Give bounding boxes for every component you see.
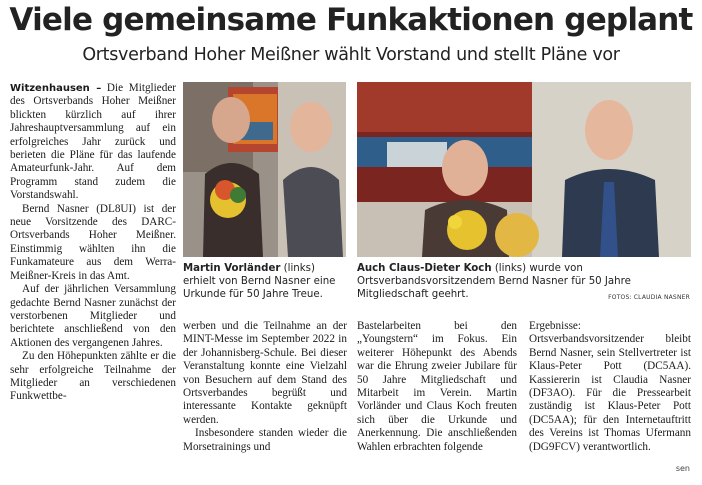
dateline: Witzenhausen – xyxy=(10,83,102,94)
paragraph: Bernd Nasner (DL8UI) ist der neue Vorsitzende des DARC-Ortsverbands Hoher Meißner. Einstimmig wählten ihn die Funkamateure aus dem Werra-Meißner-Kreis in das Amt. xyxy=(10,202,176,282)
article-column-3 xyxy=(357,320,517,454)
article-column-2 xyxy=(183,320,347,454)
paragraph: werben und die Teilnahme an der MINT-Messe im September 2022 in der Johannisberg-Schule. Bei dieser Veranstaltung konnte eine Vielzahl von Besuchern auf dem Stand des Ortsverbandes begrüßt und interessante Kontakte geknüpft werden. xyxy=(183,320,347,426)
caption-name: Auch Claus-Dieter Koch xyxy=(357,263,492,274)
photo-credit: FOTOS: CLAUDIA NASNER xyxy=(608,294,690,301)
photo-image xyxy=(183,82,346,257)
photo-vorlaender-nasner xyxy=(183,82,346,257)
headline: Viele gemeinsame Funkaktionen geplant xyxy=(9,2,693,38)
photo-koch-nasner xyxy=(357,82,691,257)
photo-caption-1 xyxy=(183,262,346,301)
paragraph: Zu den Höhepunkten zählte er die sehr erfolgreiche Teilnahme der Mitglieder an verschiedenen Funkwettbe- xyxy=(10,350,176,403)
photo-image xyxy=(357,82,691,257)
caption-text: (links) erhielt von Bernd Nasner eine Urkunde für 50 Jahre Treue. xyxy=(183,263,336,300)
caption-name: Martin Vorländer xyxy=(183,263,281,274)
paragraph: Auf der jährlichen Versammlung gedachte Bernd Nasner zunächst der verstorbenen Mitglieder und berichtete anschließend von den Aktionen des vergangenen Jahres. xyxy=(10,283,176,349)
article-column-4 xyxy=(529,320,691,454)
author-initials: sen xyxy=(675,464,690,473)
paragraph: Ergebnisse: Ortsverbandsvorsitzender bleibt Bernd Nasner, sein Stellvertreter ist Klaus-Peter Pott (DC5AA). Kassiererin ist Claudia Nasner (DF3AO). Für die Pressearbeit zuständig ist Klaus-Peter Pott (DC5AA); für den Internetauftritt des Vereins ist Thomas Ufermann (DG9FCV) verantwortlich. xyxy=(529,320,691,453)
article-column-1 xyxy=(10,82,176,404)
paragraph: Die Mitglieder des Ortsverbands Hoher Meißner blickten kürzlich auf ihrer Jahreshauptversammlung auf ein erfolgreiches Jahr zurück und berieten die Pläne für das laufende Amateurfunk-Jahr. Auf dem Programm stand zudem die Vorstandswahl. xyxy=(10,82,177,202)
paragraph: Bastelarbeiten bei den „Youngstern“ im Fokus. Ein weiterer Höhepunkt des Abends war die Ehrung zweier Jubilare für 50 Jahre Mitgliedschaft und Mitarbeit im Verein. Martin Vorländer und Claus Koch freuten sich über die Urkunde und Anerkennung. Die anschließenden Wahlen erbrachten folgende xyxy=(357,320,517,453)
caption-text: (links) wurde von Ortsverbandsvorsitzendem Bernd Nasner für 50 Jahre Mitgliedschaft geehrt. xyxy=(357,263,631,300)
paragraph: Insbesondere standen wieder die Morsetrainings und xyxy=(183,427,347,453)
subheadline: Ortsverband Hoher Meißner wählt Vorstand und stellt Pläne vor xyxy=(82,45,620,65)
